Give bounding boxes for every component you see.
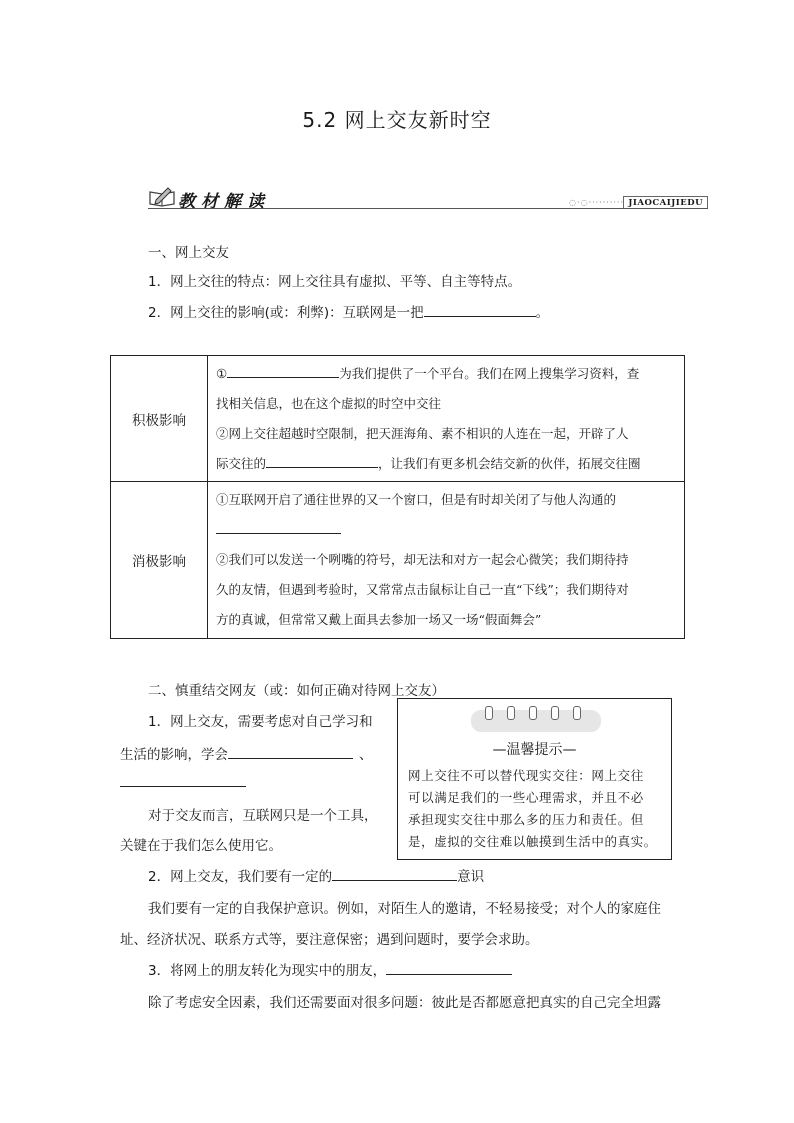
negative-p2-line3: 方的真诚，但常常又戴上面具去参加一场又一场“假面舞会”	[216, 612, 542, 628]
part2-item2-end: 意识	[457, 869, 485, 885]
positive-p1-marker: ①	[216, 365, 228, 381]
ring-icon	[551, 706, 559, 720]
negative-impact-label: 消极影响	[111, 482, 208, 639]
tip-title: —温馨提示—	[492, 742, 577, 758]
part1-item2	[148, 301, 549, 321]
positive-p2-suffix: ，让我们有更多机会结交新的伙伴，拓展交往圈	[378, 455, 641, 471]
part2-item2	[148, 865, 484, 885]
part2-item1-line2	[120, 743, 373, 763]
binder-rings	[471, 710, 601, 732]
section-header	[148, 186, 708, 212]
part2-item1-sep: 、	[359, 747, 373, 763]
part2-para2-line1: 我们要有一定的自我保护意识。例如，对陌生人的邀请，不轻易接受；对个人的家庭住	[148, 901, 661, 917]
part2-para3-line1: 除了考虑安全因素，我们还需要面对很多问题：彼此是否都愿意把真实的自己完全坦露	[148, 995, 661, 1011]
negative-p2-line1: ②我们可以发送一个咧嘴的符号，却无法和对方一起会心微笑；我们期待持	[216, 552, 629, 568]
part1-item2-text: 2．网上交往的影响(或：利弊)：互联网是一把	[148, 305, 424, 321]
ring-icon	[573, 706, 581, 720]
fill-blank[interactable]	[228, 744, 353, 759]
positive-p2-line1: ②网上交往超越时空限制，把天涯海角、素不相识的人连在一起，开辟了人	[216, 425, 629, 441]
part2-item1-line1: 1．网上交友，需要考虑对自己学习和	[148, 714, 373, 730]
tip-body	[408, 765, 663, 853]
fill-blank[interactable]	[266, 453, 378, 468]
positive-p2-prefix: 际交往的	[216, 455, 267, 471]
fill-blank[interactable]	[120, 772, 246, 787]
tip-line: 可以满足我们的一些心理需求，并且不必	[408, 790, 644, 805]
part2-para2-line2: 址、经济状况、联系方式等，要注意保密；遇到问题时，要学会求助。	[120, 932, 539, 948]
page-title: 5.2 网上交友新时空	[302, 108, 492, 132]
header-rule	[148, 208, 708, 209]
ring-icon	[507, 706, 515, 720]
part2-item1-blank	[120, 772, 246, 787]
fill-blank[interactable]	[227, 363, 339, 378]
fill-blank[interactable]	[386, 960, 512, 975]
tip-line: 承担现实交往中那么多的压力和责任。但	[408, 812, 644, 827]
part2-heading: 二、慎重结交网友（或：如何正确对待网上交友）	[148, 683, 445, 699]
section-label: 教材解读	[178, 192, 270, 212]
tip-box	[397, 698, 672, 860]
ring-icon	[529, 706, 537, 720]
fill-blank[interactable]	[424, 302, 536, 317]
negative-p1-line1: ①互联网开启了通往世界的又一个窗口，但是有时却关闭了与他人沟通的	[216, 492, 617, 508]
part2-para1-line2: 关键在于我们怎么使用它。	[120, 838, 282, 854]
part1-item1: 1．网上交往的特点：网上交往具有虚拟、平等、自主等特点。	[148, 274, 522, 290]
part2-item3-text: 3．将网上的朋友转化为现实中的朋友，	[148, 963, 387, 979]
pencil-book-icon	[148, 186, 176, 208]
table-row	[111, 482, 685, 639]
fill-blank[interactable]	[332, 866, 457, 881]
tip-line: 是，虚拟的交往难以触摸到生活中的真实。	[408, 834, 657, 849]
part2-item3	[148, 959, 512, 979]
negative-p2-line2: 久的友情，但遇到考验时，又常常点击鼠标让自己一直“下线”；我们期待对	[216, 582, 629, 598]
part1-heading: 一、网上交友	[148, 245, 229, 261]
positive-impact-content	[208, 356, 685, 482]
negative-impact-content	[208, 482, 685, 639]
section-pinyin: JIAOCAIJIEDU	[623, 196, 708, 209]
dotted-ornament: ◌·◌··········	[569, 198, 624, 207]
positive-impact-label: 积极影响	[111, 356, 208, 482]
positive-p1-text: 为我们提供了一个平台。我们在网上搜集学习资料，查	[339, 365, 640, 381]
tip-line: 网上交往不可以替代现实交往：网上交往	[408, 768, 644, 783]
ring-icon	[485, 706, 493, 720]
part2-item1-text: 生活的影响，学会	[120, 747, 228, 763]
part2-para1-line1: 对于交友而言，互联网只是一个工具，	[148, 808, 378, 824]
positive-p1-line2: 找相关信息，也在这个虚拟的时空中交往	[216, 395, 442, 411]
impact-table	[110, 355, 685, 639]
part1-item2-end: 。	[535, 305, 550, 321]
table-row	[111, 356, 685, 482]
part2-item2-text: 2．网上交友，我们要有一定的	[148, 869, 333, 885]
fill-blank[interactable]	[216, 519, 341, 534]
